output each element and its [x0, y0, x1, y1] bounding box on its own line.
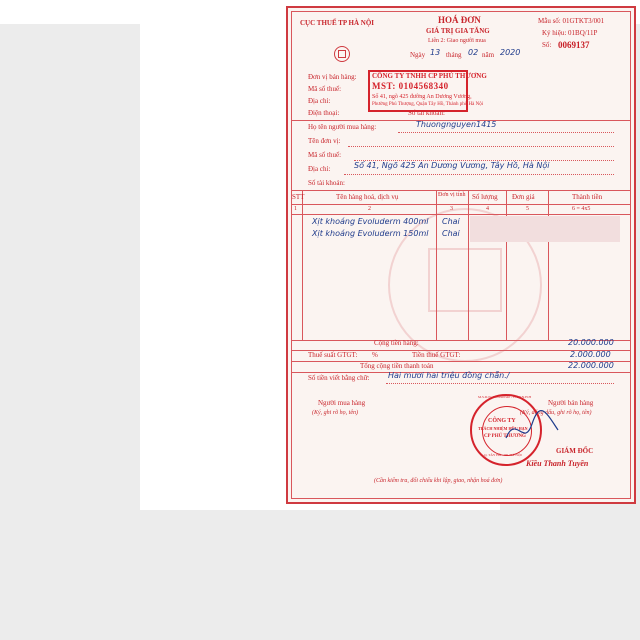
- dotted-line: [386, 383, 614, 384]
- seal-text-line2: TRÁCH NHIỆM HỮU HẠN: [478, 426, 528, 431]
- col-line: [506, 190, 507, 340]
- agency-name: CỤC THUẾ TP HÀ NỘI: [300, 19, 375, 27]
- form-number: Mẫu số: 01GTKT3/001: [538, 17, 605, 25]
- seller-tax-label: Mã số thuế:: [308, 85, 342, 93]
- buyer-unit-label: Tên đơn vị:: [308, 137, 341, 145]
- item-unit: Chai: [442, 229, 460, 238]
- buyer-address-label: Địa chỉ:: [308, 165, 331, 173]
- vat-amount-label: Tiền thuế GTGT:: [412, 351, 461, 359]
- seller-account-label: Số tài khoản:: [408, 109, 445, 117]
- seal-ring-top: M.S.D.N: 0104568340 - C.T.T.N.H.H: [478, 395, 532, 399]
- buyer-name: Thuongnguyen1415: [416, 120, 497, 129]
- item-name: Xịt khoáng Evoluderm 150ml: [312, 229, 429, 238]
- stamp-address-line1: Số 41, ngõ 425 đường An Dương Vương,: [372, 94, 472, 100]
- invoice-photo: [140, 0, 614, 510]
- stamp-company-name: CÔNG TY TNHH CP PHÚ THƯƠNG: [372, 72, 487, 80]
- buyer-account-label: Số tài khoản:: [308, 179, 345, 187]
- director-name: Kiều Thanh Tuyền: [526, 459, 589, 468]
- stamp-address-line2: Phường Phú Thượng, Quận Tây Hồ, Thành phố Hà Nội: [372, 102, 484, 107]
- director-title: GIÁM ĐỐC: [556, 447, 594, 455]
- invoice-title: HOÁ ĐƠN: [438, 15, 481, 25]
- buyer-tax-label: Mã số thuế:: [308, 151, 342, 159]
- seller-address-label: Địa chỉ:: [308, 97, 331, 105]
- divider: [292, 214, 630, 215]
- buyer-address: Số 41, Ngõ 425 An Dương Vương, Tây Hồ, Hà Nội: [354, 161, 550, 170]
- invoice-number: 0069137: [558, 40, 590, 50]
- index-cell: 4: [486, 206, 489, 212]
- index-cell: 2: [368, 206, 371, 212]
- stamp-mst: MST: 0104568340: [372, 81, 449, 91]
- total-label: Tổng cộng tiền thanh toán: [360, 362, 434, 370]
- seal-text-line1: CÔNG TY: [488, 418, 516, 424]
- seller-unit-label: Đơn vị bán hàng:: [308, 73, 357, 81]
- seal-text-line3: CP PHÚ THƯƠNG: [484, 434, 526, 439]
- col-line: [302, 190, 303, 340]
- seller-sign-title: Người bán hàng: [548, 399, 594, 407]
- vat-amount-value: 2.000.000: [570, 350, 611, 359]
- item-name: Xịt khoáng Evoluderm 400ml: [312, 217, 429, 226]
- invoice-serial: Ký hiệu: 01BQ/11P: [542, 29, 598, 37]
- buyer-name-label: Họ tên người mua hàng:: [308, 123, 377, 131]
- col-header-amount: Thành tiền: [572, 193, 603, 201]
- redacted-values: [470, 216, 620, 242]
- seller-sign-note: (Ký, đóng dấu, ghi rõ họ, tên): [520, 410, 592, 416]
- invoice-number-label: Số:: [542, 41, 552, 49]
- col-header-stt: STT: [292, 193, 305, 201]
- col-header-unit: Đơn vị tính: [438, 192, 466, 198]
- total-value: 22.000.000: [568, 361, 614, 370]
- vat-rate-label: Thuế suất GTGT:: [308, 351, 358, 359]
- col-line: [436, 190, 437, 340]
- col-line: [468, 190, 469, 340]
- buyer-sign-note: (Ký, ghi rõ họ, tên): [312, 410, 358, 416]
- seller-phone-label: Điện thoại:: [308, 109, 340, 117]
- date-month: 02: [468, 48, 479, 57]
- col-line: [548, 190, 549, 340]
- watermark-emblem: [428, 248, 502, 312]
- date-ngay-label: Ngày: [410, 51, 426, 59]
- tax-logo-icon: [334, 46, 350, 62]
- subtotal-label: Cộng tiền hàng:: [374, 339, 419, 347]
- invoice-footer-note: (Cần kiểm tra, đối chiếu khi lập, giao, nhận hoá đơn): [374, 478, 503, 484]
- divider: [292, 204, 630, 205]
- col-header-price: Đơn giá: [512, 193, 535, 201]
- divider: [292, 190, 630, 191]
- col-header-name: Tên hàng hoá, dịch vụ: [336, 193, 399, 201]
- invoice-subtitle: GIÁ TRỊ GIA TĂNG: [426, 27, 490, 35]
- index-cell: 5: [526, 206, 529, 212]
- item-unit: Chai: [442, 217, 460, 226]
- col-header-qty: Số lượng: [472, 193, 498, 201]
- date-nam-label: năm: [482, 51, 495, 59]
- index-cell: 6 = 4x5: [572, 206, 591, 212]
- date-thang-label: tháng: [446, 51, 462, 59]
- invoice-sheet: [286, 6, 636, 504]
- amount-words-value: Hai mươi hai triệu đồng chẵn./: [388, 371, 510, 380]
- date-year: 2020: [500, 48, 521, 57]
- date-day: 13: [430, 48, 441, 57]
- index-cell: 3: [450, 206, 453, 212]
- dotted-line: [398, 132, 614, 133]
- amount-words-label: Số tiền viết bằng chữ:: [308, 374, 370, 382]
- dotted-line: [344, 174, 614, 175]
- dotted-line: [348, 146, 614, 147]
- subtotal-value: 20.000.000: [568, 338, 614, 347]
- vat-rate-value: %: [372, 351, 378, 359]
- index-cell: 1: [294, 206, 297, 212]
- signature-scribble-icon: [502, 408, 562, 448]
- invoice-copy: Liên 2: Giao người mua: [428, 38, 486, 44]
- seal-ring-bottom: Q. TÂY HỒ - TP. HÀ NỘI: [484, 453, 522, 457]
- buyer-sign-title: Người mua hàng: [318, 399, 366, 407]
